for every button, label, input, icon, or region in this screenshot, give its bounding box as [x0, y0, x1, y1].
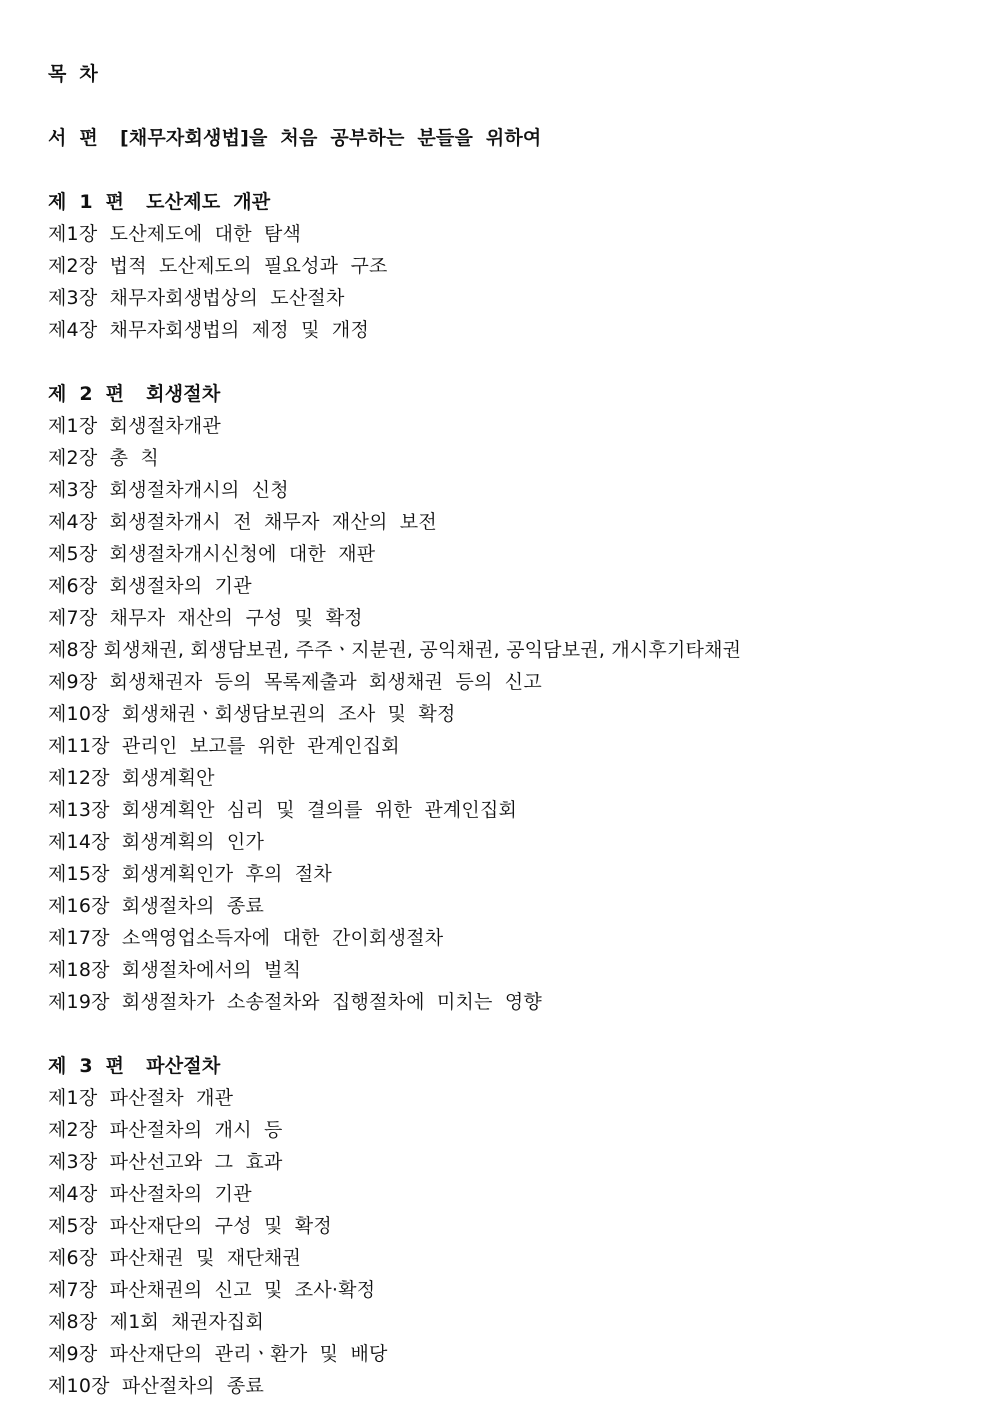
chapter-item: 제4장 회생절차개시 전 채무자 재산의 보전 — [48, 511, 437, 533]
chapter-item: 제12장 회생계획안 — [48, 767, 215, 789]
chapter-item: 제10장 파산절차의 종료 — [48, 1375, 265, 1397]
part-title: 파산절차 — [146, 1055, 221, 1077]
chapter-item: 제4장 채무자회생법의 제정 및 개정 — [48, 319, 370, 341]
chapter-item: 제2장 총 칙 — [48, 447, 159, 469]
chapter-item: 제18장 회생절차에서의 벌칙 — [48, 959, 302, 981]
chapter-item: 제14장 회생계획의 인가 — [48, 831, 265, 853]
chapter-item: 제11장 관리인 보고를 위한 관계인집회 — [48, 735, 400, 757]
part-label: 제 3 편 — [48, 1055, 125, 1077]
chapter-item: 제17장 소액영업소득자에 대한 간이회생절차 — [48, 927, 444, 949]
chapter-item: 제7장 파산채권의 신고 및 조사·확정 — [48, 1279, 376, 1301]
preface-label: 서 편 — [48, 127, 98, 149]
part-1 — [48, 186, 948, 346]
chapter-item: 제2장 파산절차의 개시 등 — [48, 1119, 283, 1141]
chapter-item: 제8장 회생채권, 회생담보권, 주주ㆍ지분권, 공익채권, 공익담보권, 개시후기타채권 — [48, 639, 742, 661]
chapter-item: 제15장 회생계획인가 후의 절차 — [48, 863, 332, 885]
spacer — [48, 1018, 948, 1050]
spacer — [48, 90, 948, 122]
chapter-item: 제5장 파산재단의 구성 및 확정 — [48, 1215, 332, 1237]
chapter-item: 제16장 회생절차의 종료 — [48, 895, 265, 917]
chapter-item: 제5장 회생절차개시신청에 대한 재판 — [48, 543, 376, 565]
chapter-item: 제6장 파산채권 및 재단채권 — [48, 1247, 302, 1269]
chapter-item: 제1장 회생절차개관 — [48, 415, 221, 437]
part-heading — [48, 1050, 948, 1082]
part-label: 제 2 편 — [48, 383, 125, 405]
chapter-item: 제9장 파산재단의 관리ㆍ환가 및 배당 — [48, 1343, 388, 1365]
chapter-item: 제2장 법적 도산제도의 필요성과 구조 — [48, 255, 388, 277]
chapter-item: 제10장 회생채권ㆍ회생담보권의 조사 및 확정 — [48, 703, 456, 725]
chapter-item: 제3장 채무자회생법상의 도산절차 — [48, 287, 345, 309]
chapter-item: 제19장 회생절차가 소송절차와 집행절차에 미치는 영향 — [48, 991, 542, 1013]
part-heading — [48, 378, 948, 410]
toc-title: 목 차 — [48, 63, 98, 85]
preface-heading — [48, 122, 948, 154]
part-label: 제 1 편 — [48, 191, 125, 213]
spacer — [48, 346, 948, 378]
part-3 — [48, 1050, 948, 1402]
part-title: 도산제도 개관 — [146, 191, 271, 213]
chapter-item: 제4장 파산절차의 기관 — [48, 1183, 252, 1205]
chapter-item: 제1장 파산절차 개관 — [48, 1087, 234, 1109]
chapter-item: 제8장 제1회 채권자집회 — [48, 1311, 265, 1333]
chapter-item: 제9장 회생채권자 등의 목록제출과 회생채권 등의 신고 — [48, 671, 542, 693]
chapter-item: 제6장 회생절차의 기관 — [48, 575, 252, 597]
table-of-contents — [48, 58, 948, 1402]
preface-title: [채무자회생법]을 처음 공부하는 분들을 위하여 — [119, 127, 542, 149]
part-title: 회생절차 — [146, 383, 221, 405]
part-2 — [48, 378, 948, 1018]
part-heading — [48, 186, 948, 218]
chapter-item: 제7장 채무자 재산의 구성 및 확정 — [48, 607, 363, 629]
chapter-item: 제1장 도산제도에 대한 탐색 — [48, 223, 302, 245]
chapter-item: 제13장 회생계획안 심리 및 결의를 위한 관계인집회 — [48, 799, 518, 821]
chapter-item: 제3장 회생절차개시의 신청 — [48, 479, 289, 501]
spacer — [48, 154, 948, 186]
chapter-item: 제3장 파산선고와 그 효과 — [48, 1151, 283, 1173]
